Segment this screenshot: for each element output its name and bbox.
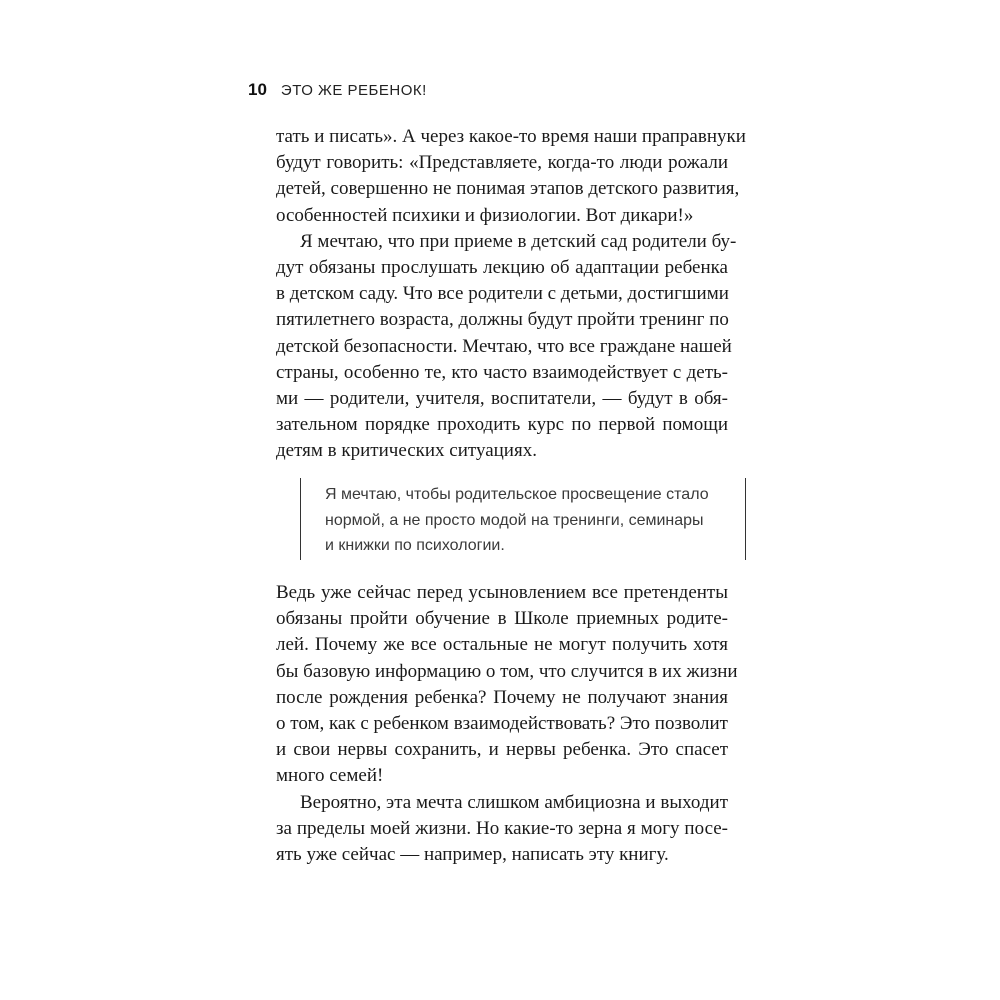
text-line: детям в критических ситуациях. — [276, 440, 537, 462]
quote-line: Я мечтаю, чтобы родительское просвещение стало — [325, 486, 709, 503]
body-text-lower — [276, 580, 738, 868]
text-line: пятилетнего возраста, должны будут пройти тренинг по — [276, 309, 729, 331]
running-title: ЭТО ЖЕ РЕБЕНОК! — [280, 82, 427, 99]
text-line: дут обязаны прослушать лекцию об адаптации ребенка — [276, 256, 728, 278]
body-text-upper — [276, 124, 746, 464]
text-line: страны, особенно те, кто часто взаимодействует с деть- — [276, 361, 728, 383]
text-line: бы базовую информацию о том, что случится в их жизни — [276, 660, 738, 682]
text-line: зательном порядке проходить курс по первой помощи — [276, 414, 728, 436]
text-line: обязаны пройти обучение в Школе приемных родите- — [276, 608, 728, 630]
text-line: Вероятно, эта мечта слишком амбициозна и выходит — [300, 791, 728, 813]
page-number: 10 — [248, 80, 267, 99]
text-line: особенностей психики и физиологии. Вот дикари!» — [276, 204, 694, 226]
text-line: много семей! — [276, 765, 384, 787]
text-line: лей. Почему же все остальные не могут получить хотя — [276, 634, 728, 656]
text-line: о том, как с ребенком взаимодействовать? Это позволит — [276, 712, 728, 734]
text-line: Ведь уже сейчас перед усыновлением все претенденты — [276, 582, 728, 603]
text-line: детей, совершенно не понимая этапов детского развития, — [276, 178, 740, 200]
text-line: тать и писать». А через какое-то время наши праправнуки — [276, 126, 746, 147]
text-line: за пределы моей жизни. Но какие-то зерна я могу посе- — [276, 817, 728, 839]
text-line: Я мечтаю, что при приеме в детский сад родители бу- — [300, 230, 737, 252]
running-header — [248, 80, 427, 104]
text-line: детской безопасности. Мечтаю, что все граждане нашей — [276, 335, 732, 357]
text-line: будут говорить: «Представляете, когда-то люди рожали — [276, 152, 728, 174]
quote-line: и книжки по психологии. — [325, 537, 505, 555]
text-line: после рождения ребенка? Почему не получают знания — [276, 686, 728, 708]
text-line: и свои нервы сохранить, и нервы ребенка. Это спасет — [276, 739, 728, 761]
quote-line: нормой, а не просто модой на тренинги, семинары — [325, 511, 704, 529]
pull-quote — [300, 478, 746, 560]
text-line: в детском саду. Что все родители с детьми, достигшими — [276, 283, 729, 305]
text-line: ять уже сейчас — например, написать эту книгу. — [276, 843, 669, 865]
text-line: ми — родители, учителя, воспитатели, — будут в обя- — [276, 387, 728, 409]
